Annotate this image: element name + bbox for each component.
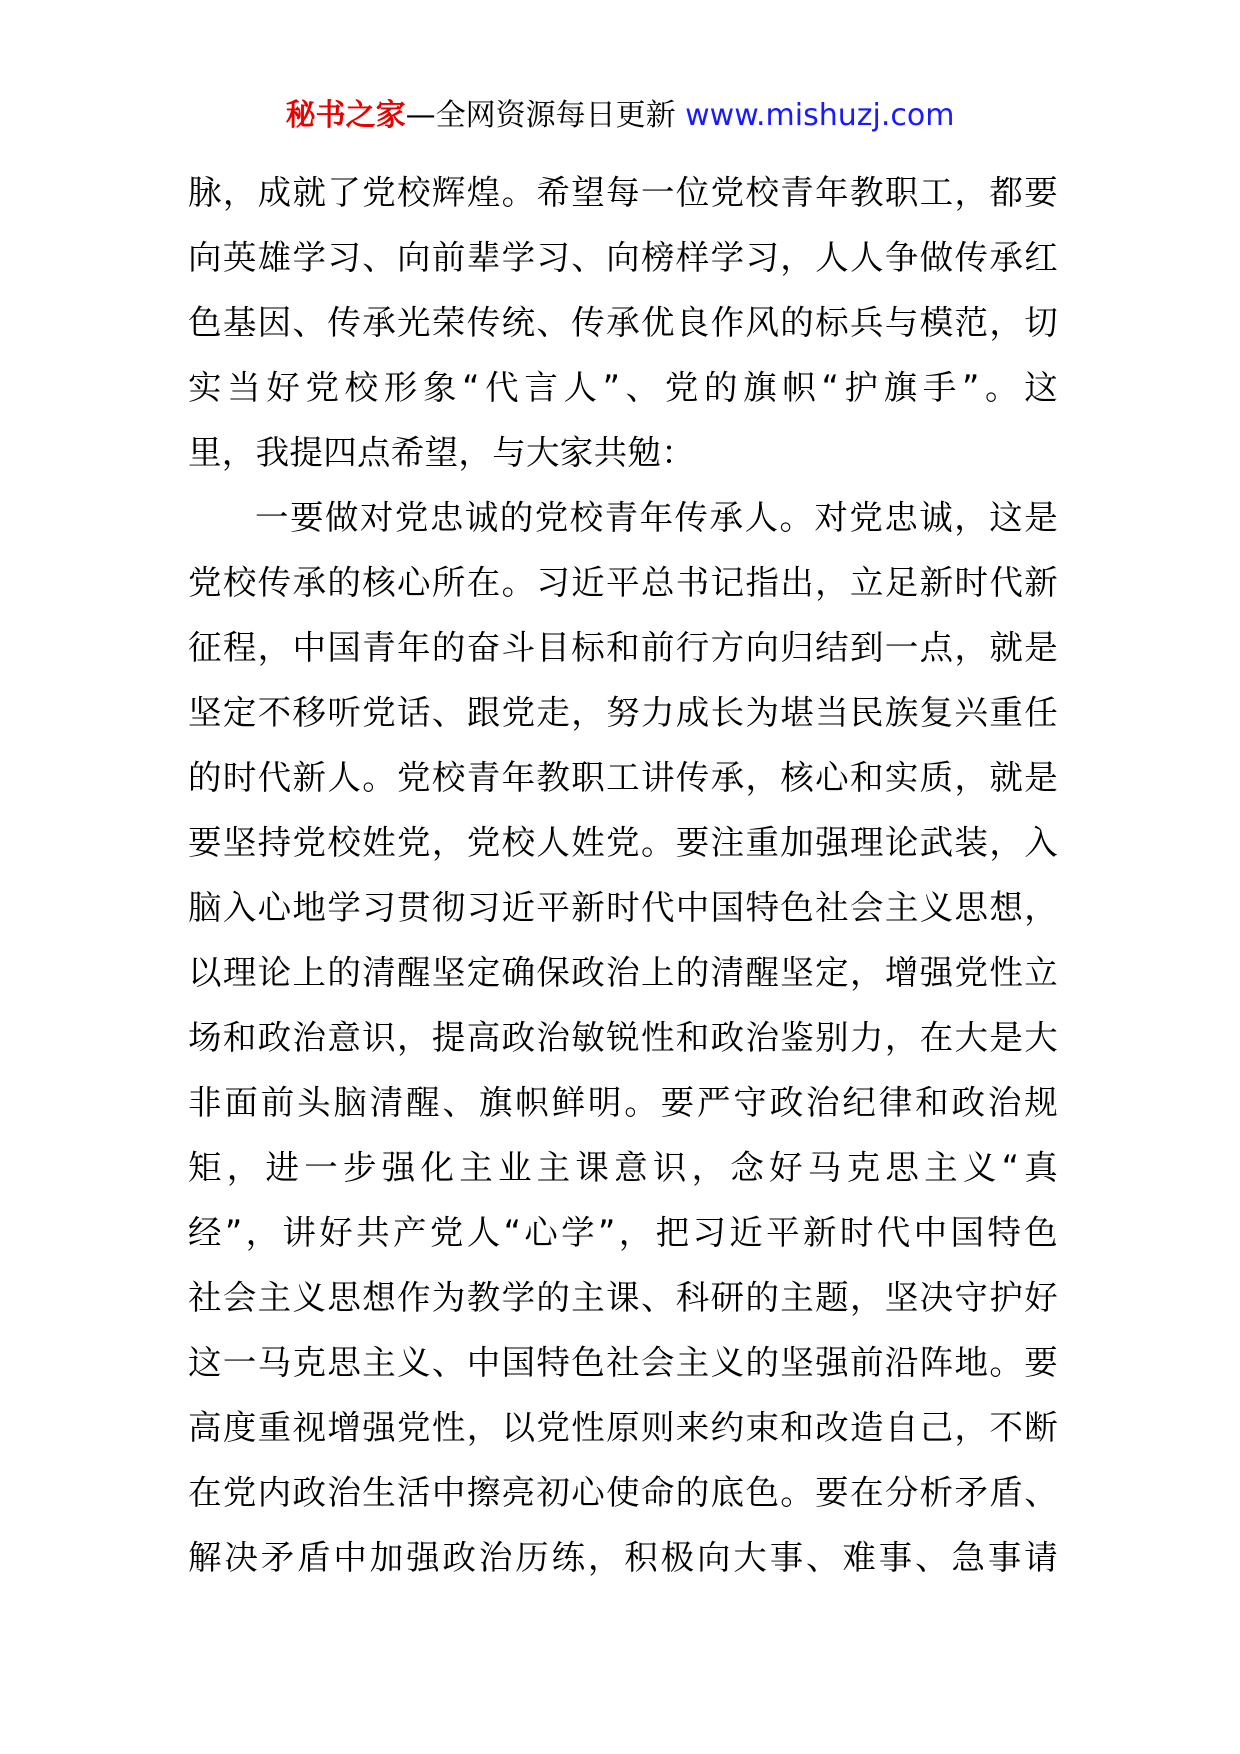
text-line: 以理论上的清醒坚定确保政治上的清醒坚定，增强党性立 [188, 953, 1058, 992]
text-line: 坚定不移听党话、跟党走，努力成长为堪当民族复兴重任 [188, 693, 1058, 732]
text-line: 社会主义思想作为教学的主课、科研的主题，坚决守护好 [188, 1278, 1058, 1317]
brand-name: 秘书之家 [285, 98, 406, 133]
header-tagline: —全网资源每日更新 [405, 98, 686, 133]
text-line: 脑入心地学习贯彻习近平新时代中国特色社会主义思想， [188, 888, 1058, 927]
text-line: 一要做对党忠诚的党校青年传承人。对党忠诚，这是 [255, 498, 1058, 537]
text-line: 场和政治意识，提高政治敏锐性和政治鉴别力，在大是大 [188, 1018, 1058, 1057]
text-line: 征程，中国青年的奋斗目标和前行方向归结到一点，就是 [188, 628, 1058, 667]
text-line: 高度重视增强党性，以党性原则来约束和改造自己，不断 [188, 1408, 1058, 1447]
text-line: 矩，进一步强化主业主课意识，念好马克思主义“真 [188, 1148, 1058, 1187]
text-line: 党校传承的核心所在。习近平总书记指出，立足新时代新 [188, 563, 1058, 602]
page-header [0, 96, 1240, 136]
site-url-link[interactable]: www.mishuzj.com [685, 98, 955, 133]
document-body [188, 160, 1058, 1590]
text-line: 脉，成就了党校辉煌。希望每一位党校青年教职工，都要 [188, 173, 1058, 212]
text-line: 解决矛盾中加强政治历练，积极向大事、难事、急事请 [188, 1538, 1058, 1577]
text-line: 实当好党校形象“代言人”、党的旗帜“护旗手”。这 [188, 368, 1058, 407]
text-line: 向英雄学习、向前辈学习、向榜样学习，人人争做传承红 [188, 238, 1058, 277]
text-line: 非面前头脑清醒、旗帜鲜明。要严守政治纪律和政治规 [188, 1083, 1058, 1122]
paragraph-point-one [188, 485, 1058, 1590]
text-line: 里，我提四点希望，与大家共勉： [188, 433, 695, 472]
text-line: 经”，讲好共产党人“心学”，把习近平新时代中国特色 [188, 1213, 1058, 1252]
paragraph-continuation [188, 160, 1058, 485]
text-line: 的时代新人。党校青年教职工讲传承，核心和实质，就是 [188, 758, 1058, 797]
text-line: 要坚持党校姓党，党校人姓党。要注重加强理论武装，入 [188, 823, 1058, 862]
text-line: 色基因、传承光荣传统、传承优良作风的标兵与模范，切 [188, 303, 1058, 342]
text-line: 在党内政治生活中擦亮初心使命的底色。要在分析矛盾、 [188, 1473, 1058, 1512]
text-line: 这一马克思主义、中国特色社会主义的坚强前沿阵地。要 [188, 1343, 1058, 1382]
